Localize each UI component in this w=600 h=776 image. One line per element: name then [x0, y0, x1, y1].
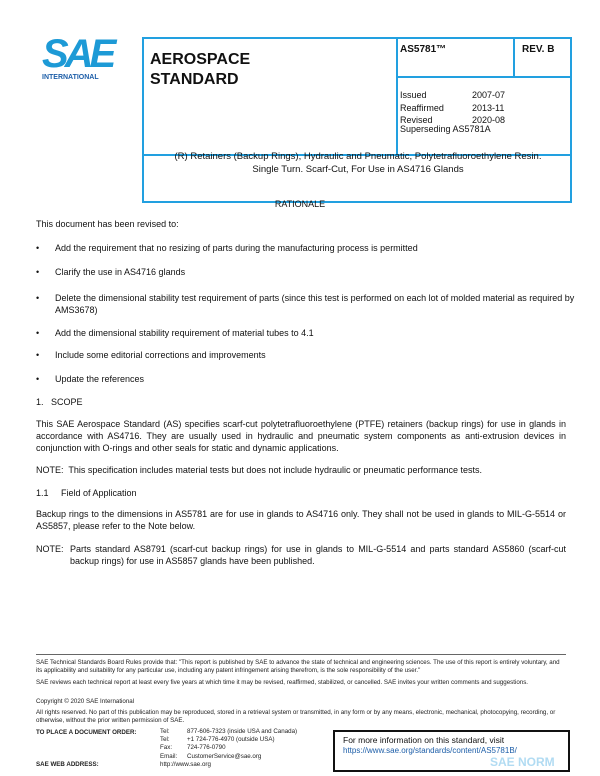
subject-title: (R) Retainers (Backup Rings), Hydraulic and Pneumatic, Polytetrafluoroethylene Resin. Single Turn. Scarf-Cut, For Use in AS4716 Glands: [174, 151, 542, 175]
contact-table: Tel: 877-606-7323 (inside USA and Canada) Tel: +1 724-776-4970 (outside USA) Fax: 724-776-0790 Email: CustomerService@sae.org: [160, 728, 298, 760]
intro-text: This document has been revised to:: [36, 219, 179, 229]
info-box: For more information on this standard, visit https://www.sae.org/standards/content/AS5781B/: [333, 730, 570, 772]
scope-paragraph: This SAE Aerospace Standard (AS) specifies scarf-cut polytetrafluoroethylene (PTFE) retainers (backup rings) for use in glands in accordance with AS4716. They are usually used in hydraulic and pneumatic system components as anti-extrusion devices in conjunction with O-rings and other seals for static and dynamic applications.: [36, 419, 566, 453]
field-paragraph: Backup rings to the dimensions in AS5781 are for use in glands to AS4716 only. They shall not be used in glands to MIL-G-5514 or AS5857, please refer to the Note below.: [36, 509, 566, 531]
scope-heading: 1. SCOPE: [36, 397, 83, 407]
note-2-label: NOTE:: [36, 544, 64, 554]
note-2: Parts standard AS8791 (scarf-cut backup rings) for use in glands to MIL-G-5514 and parts standard AS5860 (scarf-cut backup rings) for use in AS5857 glands have been published.: [70, 544, 566, 566]
footer-copyright: Copyright © 2020 SAE International: [36, 698, 135, 705]
sae-logo: SAE INTERNATIONAL: [42, 32, 113, 81]
footer-divider: [36, 654, 566, 655]
standard-link[interactable]: https://www.sae.org/standards/content/AS5781B/: [343, 746, 517, 755]
doc-type-title: AEROSPACE STANDARD: [150, 51, 251, 88]
web-link[interactable]: http://www.sae.org: [160, 761, 211, 768]
footer-review: SAE reviews each technical report at least every five years at which time it may be revised, reaffirmed, stabilized, or cancelled. SAE invites your written comments and suggestions.: [36, 679, 529, 686]
revision: REV. B: [522, 44, 555, 55]
date-table: Issued 2007-07 Reaffirmed 2013-11 Revised 2020-08: [400, 90, 506, 125]
watermark: SAE NORM: [490, 755, 555, 769]
order-label: TO PLACE A DOCUMENT ORDER:: [36, 729, 137, 736]
rationale-heading: RATIONALE: [274, 199, 326, 209]
field-heading: 1.1 Field of Application: [36, 488, 137, 498]
note-1: NOTE: This specification includes material tests but does not include hydraulic or pneumatic performance tests.: [36, 465, 483, 475]
doc-number: AS5781™: [400, 44, 447, 55]
superseding: Superseding AS5781A: [400, 124, 491, 134]
web-label: SAE WEB ADDRESS:: [36, 761, 99, 768]
footer-rules: SAE Technical Standards Board Rules provide that: "This report is published by SAE to advance the state of technical and engineering sciences. The use of this report is entirely voluntary, and its applicability and suitability for any particular use, including any patent infringement arising therefrom, is the sole responsibility of the user.": [36, 659, 560, 675]
document-page: SAE INTERNATIONAL AEROSPACE STANDARD AS5781™ REV. B Issued 2007-07 Reaffirmed 2013-11 Revised 2020-08 Superseding AS5781A (R) Retainers (Backup Rings), Hydraulic and Pneumatic, Polytetrafluoroethylene Resin. Single Turn. Scarf-Cut, For Use in AS4716 Glands RATIONALE This document has been revised to: • Add the requirement that no resizing of parts during the manufacturing process is permitted • Clarify the use in AS4716 glands • Delete the dimensional stability test requirement of parts (since this test is performed on each lot of molded material as required by AMS3678) • Add the dimensional stability requirement of material tubes to 4.1 • Include some editorial corrections and improvements • Update the references 1. SCOPE This SAE Aerospace Standard (AS) specifies scarf-cut polytetrafluoroethylene (PTFE) retainers (backup rings) for use in glands in accordance with AS4716. They are usually used in hydraulic and pneumatic system components as anti-extrusion devices in conjunction with O-rings and other seals for static and dynamic applications. NOTE: This specification includes material tests but does not include hydraulic or pneumatic performance tests. 1.1 Field of Application Backup rings to the dimensions in AS5781 are for use in glands to AS4716 only. They shall not be used in glands to MIL-G-5514 or AS5857, please refer to the Note below. NOTE: Parts standard AS8791 (scarf-cut backup rings) for use in glands to MIL-G-5514 and parts standard AS5860 (scarf-cut backup rings) for use in AS5857 glands have been published. SAE Technical Standards Board Rules provide that: "This report is published by SAE to advance the state of technical and engineering sciences. The use of this report is entirely voluntary, and its applicability and suitability for any particular use, including any patent infringement arising therefrom, is the sole responsibility of the user." SAE reviews each technical report at least every five years at which time it may be revised, reaffirmed, stabilized, or cancelled. SAE invites your written comments and suggestions. Copyright © 2020 SAE International All rights reserved. No part of this publication may be reproduced, stored in a retrieval system or transmitted, in any form or by any means, electronic, mechanical, photocopying, recording, or otherwise, without the prior written permission of SAE. TO PLACE A DOCUMENT ORDER: Tel: 877-606-7323 (inside USA and Canada) Tel: +1 724-776-4970 (outside USA) Fax: 724-776-0790 Email: CustomerService@sae.org SAE WEB ADDRESS: http://www.sae.org For more information on this standard, visit https://www.sae.org/standards/content/AS5781B/ SAE NORM: [0, 0, 600, 776]
footer-rights: All rights reserved. No part of this publication may be reproduced, stored in a retrieval system or transmitted, in any form or by any means, electronic, mechanical, photocopying, recording, or otherwise, without the prior written permission of SAE.: [36, 709, 556, 725]
email-link[interactable]: CustomerService@sae.org: [187, 752, 262, 760]
